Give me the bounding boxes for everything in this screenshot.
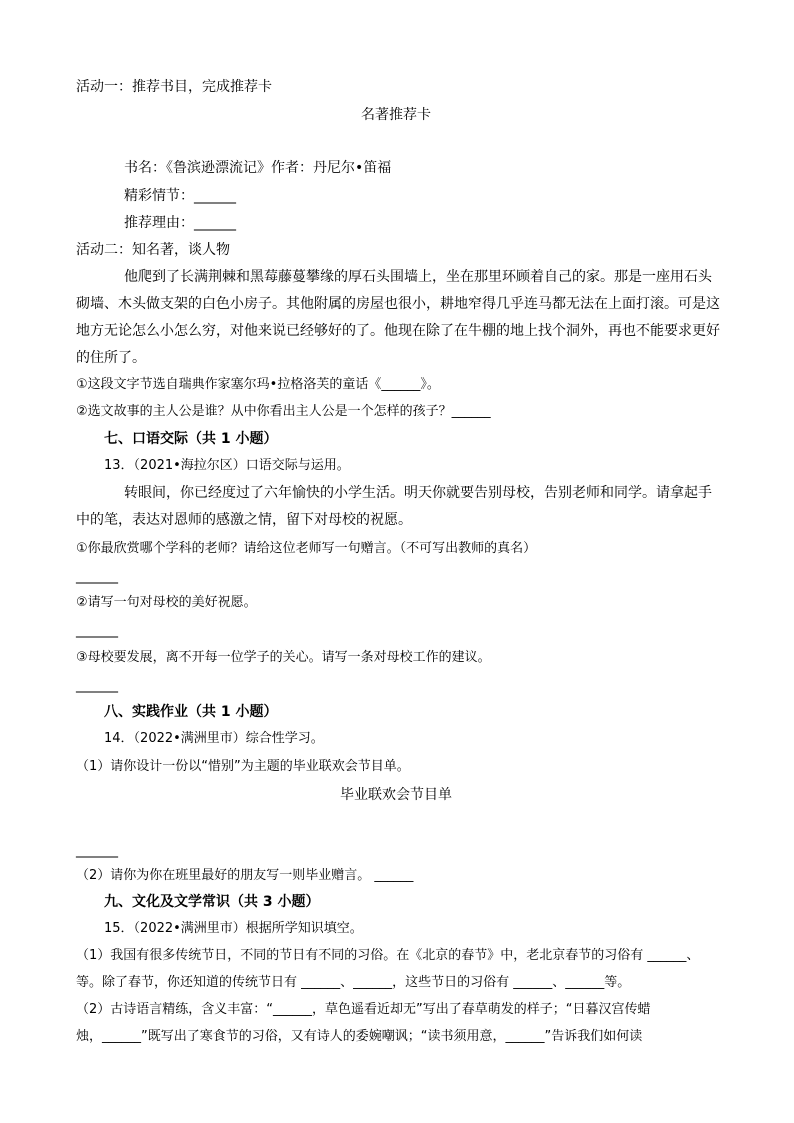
passage-line: 他爬到了长满荆棘和黑莓藤蔓攀缘的厚石头围墙上，坐在那里环顾着自己的家。那是一座用石头: [124, 269, 712, 285]
activity2-heading: 活动二：知名著，谈人物: [76, 242, 230, 258]
question14-header: 14．（2022•满洲里市）综合性学习。: [104, 731, 324, 746]
question13-part1: ①你最欣赏哪个学科的老师？请给这位老师写一句赠言。（不可写出教师的真名）: [76, 541, 537, 556]
question13-part2: ②请写一句对母校的美好祝愿。: [76, 595, 257, 610]
activity2-question-2: ②选文故事的主人公是谁？从中你看出主人公是一个怎样的孩子？______: [76, 404, 491, 419]
passage-line: 地方无论怎么小怎么穷，对他来说已经够好的了。他现在除了在牛棚的地上找个洞外，再也不能要求更好: [76, 323, 720, 339]
answer-blank: ______: [76, 568, 118, 584]
passage-line: 的住所了。: [76, 350, 146, 366]
answer-blank: ______: [76, 622, 118, 638]
activity2-question-1: ①这段文字节选自瑞典作家塞尔玛•拉格洛芙的童话《______》。: [76, 377, 440, 392]
question15-part2: （2）古诗语言精练，含义丰富：“______，草色遥看近却无”写出了春草萌发的样子；“日暮汉宫传蜡: [76, 1002, 651, 1017]
program-title: 毕业联欢会节目单: [340, 787, 452, 803]
question14-part1: （1）请你设计一份以“惜别”为主题的毕业联欢会节目单。: [76, 759, 410, 774]
question15-part2: 烛，______”既写出了寒食节的习俗，又有诗人的委婉嘲讽；“读书须用意，______”告诉我们如何读: [76, 1029, 643, 1044]
question13-intro: 转眼间，你已经度过了六年愉快的小学生活。明天你就要告别母校，告别老师和同学。请拿起手: [124, 485, 712, 501]
question15-header: 15．（2022•满洲里市）根据所学知识填空。: [104, 921, 363, 936]
book-line: 书名：《鲁滨逊漂流记》作者：丹尼尔•笛福: [124, 160, 392, 176]
answer-blank: ______: [76, 677, 118, 693]
reason-line: 推荐理由：______: [124, 215, 236, 231]
section8-heading: 八、实践作业（共 1 小题）: [104, 704, 278, 720]
question15-part1: 等。除了春节，你还知道的传统节日有 ______、______，这些节日的习俗有 ______、______等。: [76, 975, 631, 990]
question13-intro: 中的笔，表达对恩师的感激之情，留下对母校的祝愿。: [76, 512, 412, 528]
activity1-heading: 活动一：推荐书目，完成推荐卡: [76, 79, 272, 95]
section7-heading: 七、口语交际（共 1 小题）: [104, 431, 278, 447]
question13-part3: ③母校要发展，离不开每一位学子的关心。请写一条对母校工作的建议。: [76, 650, 491, 665]
question13-header: 13．（2021•海拉尔区）口语交际与运用。: [104, 458, 350, 473]
plot-line: 精彩情节：______: [124, 188, 236, 204]
section9-heading: 九、文化及文学常识（共 3 小题）: [104, 894, 320, 910]
question15-part1: （1）我国有很多传统节日，不同的节日有不同的习俗。在《北京的春节》中，老北京春节的习俗有 ______、: [76, 948, 700, 963]
passage-line: 砌墙、木头做支架的白色小房子。其他附属的房屋也很小，耕地窄得几乎连马都无法在上面打滚。可是这: [76, 296, 720, 312]
card-title: 名著推荐卡: [361, 107, 431, 123]
question14-part2: （2）请你为你在班里最好的朋友写一则毕业赠言。 ______: [76, 868, 414, 883]
answer-blank: ______: [76, 842, 118, 858]
